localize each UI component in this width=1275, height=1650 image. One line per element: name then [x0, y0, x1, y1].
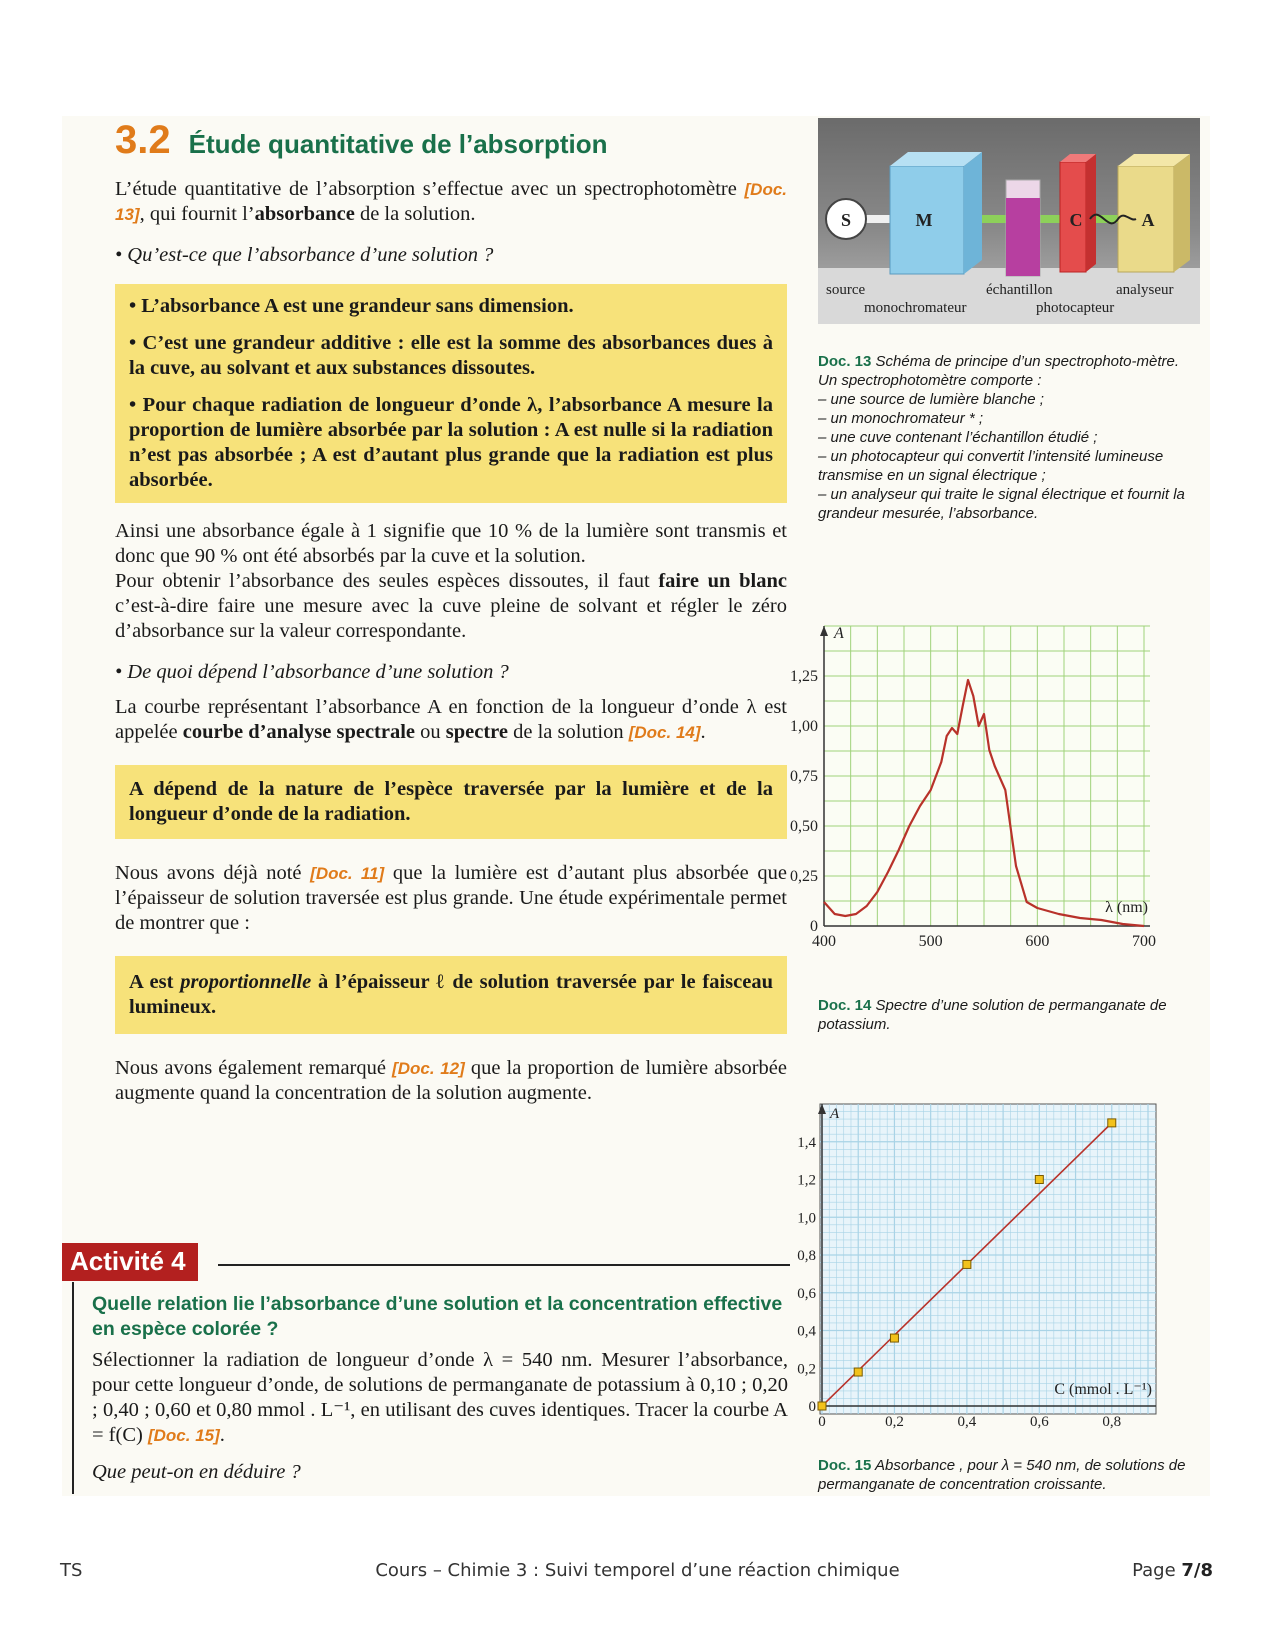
y-tick-label: 0,6 [797, 1285, 816, 1302]
label-S: S [840, 210, 852, 230]
highlight-box-nature [115, 765, 787, 839]
activity-rule [218, 1264, 790, 1266]
activity-final-question: Que peut-on en déduire ? [92, 1461, 301, 1483]
highlight-box-definitions [115, 284, 787, 503]
x-tick-label: 500 [918, 933, 943, 950]
y-tick-label: 1,0 [797, 1210, 816, 1227]
label-echantillon: échantillon [986, 282, 1053, 298]
footer-page: Page 7/8 [1132, 1560, 1213, 1581]
doc13-caption [818, 352, 1198, 523]
section-heading [115, 118, 787, 163]
data-point [890, 1334, 898, 1342]
label-photocapteur: photocapteur [1036, 300, 1115, 316]
x-tick-label: 0,6 [1029, 1414, 1049, 1430]
activity-body [92, 1292, 788, 1485]
x-tick-label: 600 [1025, 933, 1050, 950]
activity-side-rule [72, 1282, 74, 1494]
y-tick-label: 0,75 [790, 768, 818, 785]
doc13-caption-line: – une cuve contenant l’échantillon étudié ; [818, 429, 1098, 446]
x-tick-label: 0,8 [1102, 1414, 1122, 1430]
spectrum-chart [790, 620, 1158, 990]
label-C: C [1069, 210, 1083, 230]
doc13-caption-line: – un monochromateur * ; [818, 410, 984, 427]
sample-solution [1006, 198, 1040, 276]
doc14-caption: Doc. 14 Spectre d’une solution de permanganate de potassium. [818, 997, 1167, 1033]
label-M: M [915, 210, 933, 230]
section-number: 3.2 [115, 118, 171, 162]
label-monochromateur: monochromateur [864, 300, 967, 316]
label-analyseur: analyseur [1116, 282, 1174, 298]
doc15-link[interactable]: [Doc. 15] [147, 1426, 220, 1445]
doc13-caption-line: – un photocapteur qui convertit l’intensité lumineuse transmise en un signal électrique ; [818, 448, 1164, 484]
y-tick-label: 0,8 [797, 1248, 816, 1264]
y-tick-label: 0,4 [797, 1323, 816, 1340]
activity-instructions: Sélectionner la radiation de longueur d’onde λ = 540 nm. Mesurer l’absorbance, pour cette longueur d’onde, de solutions de permanganate de potassium à 0,10 ; 0,20 ; 0,40 ; 0,60 et 0,80 mmol . L⁻¹, en utilisant des cuves identiques. Tracer la courbe A = f(C) [Doc. 15]. [92, 1349, 788, 1446]
question-dependency: • De quoi dépend l’absorbance d’une solution ? [115, 661, 509, 683]
label-A: A [1141, 210, 1155, 230]
x-axis-label: λ (nm) [1105, 899, 1148, 916]
doc13-caption-line: – une source de lumière blanche ; [818, 391, 1044, 408]
activity-tab: Activité 4 [62, 1243, 198, 1281]
x-tick-label: 0,2 [885, 1414, 904, 1430]
analyseur-side [1174, 154, 1190, 272]
doc13-caption-line: Un spectrophotomètre comporte : [818, 372, 1042, 389]
label-source: source [826, 282, 866, 298]
footer-left: TS [60, 1560, 83, 1581]
y-tick-label: 1,00 [790, 718, 818, 735]
y-axis-label: A [834, 625, 844, 642]
doc12-link[interactable]: [Doc. 12] [392, 1059, 465, 1078]
highlight-box-proportional [115, 956, 787, 1034]
doc13-caption-line: – un analyseur qui traite le signal électrique et fournit la grandeur mesurée, l’absorbance. [818, 486, 1185, 522]
highlight-text: A est proportionnelle à l’épaisseur ℓ de solution traversée par le faisceau lumineux. [129, 971, 773, 1018]
plot-area [820, 1104, 1156, 1414]
y-tick-label: 0 [810, 918, 818, 935]
doc13-link[interactable]: [Doc. 13] [115, 180, 787, 224]
doc11-link[interactable]: [Doc. 11] [310, 864, 385, 883]
section-title: Étude quantitative de l’absorption [188, 129, 608, 159]
main-text-column [115, 118, 787, 1106]
data-point [963, 1260, 971, 1268]
paragraph-spectrum: La courbe représentant l’absorbance A en fonction de la longueur d’onde λ est appelée courbe d’analyse spectrale ou spectre de la solution [Doc. 14]. [115, 696, 787, 743]
highlight-text: A dépend de la nature de l’espèce traversée par la lumière et de la longueur d’onde de la radiation. [129, 778, 773, 825]
doc15-caption: Doc. 15 Absorbance , pour λ = 540 nm, de solutions de permanganate de concentration croissante. [818, 1457, 1186, 1493]
question-absorbance: • Qu’est-ce que l’absorbance d’une solution ? [115, 244, 494, 266]
monochromator-side [964, 152, 982, 274]
x-tick-label: 400 [812, 933, 836, 950]
definition-item: • Pour chaque radiation de longueur d’onde λ, l’absorbance A mesure la proportion de lumière absorbée par la solution : A est nulle si la radiation n’est pas absorbée ; A est d’autant plus grande que la radiation est plus absorbée. [129, 394, 773, 491]
absorbance-concentration-chart [797, 1100, 1160, 1450]
paragraph-thickness: Nous avons déjà noté [Doc. 11] que la lumière est d’autant plus absorbée que l’épaisseur de solution traversée est plus grande. Une étude expérimentale permet de montrer que : [115, 862, 787, 934]
x-tick-label: 700 [1132, 933, 1156, 950]
x-axis-label: C (mmol . L⁻¹) [1054, 1381, 1152, 1398]
data-point [1108, 1119, 1116, 1127]
activity-question: Quelle relation lie l’absorbance d’une solution et la concentration effective en espèce colorée ? [92, 1293, 783, 1340]
y-tick-label: 1,2 [797, 1172, 816, 1189]
paragraph-blank: Pour obtenir l’absorbance des seules espèces dissoutes, il faut faire un blanc c’est-à-dire faire une mesure avec la cuve pleine de solvant et régler le zéro d’absorbance sur la valeur correspondante. [115, 570, 787, 642]
data-point [1035, 1176, 1043, 1184]
y-tick-label: 0,50 [790, 818, 818, 835]
data-point [818, 1402, 826, 1410]
paragraph-absorbance-one: Ainsi une absorbance égale à 1 signifie que 10 % de la lumière sont transmis et donc que 90 % ont été absorbés par la cuve et la solution. [115, 520, 787, 567]
y-tick-label: 0,25 [790, 868, 818, 885]
definition-item: • L’absorbance A est une grandeur sans dimension. [129, 295, 574, 317]
y-tick-label: 1,25 [790, 668, 818, 685]
data-point [854, 1368, 862, 1376]
y-axis-label: A [830, 1106, 840, 1122]
photocapteur-side [1086, 154, 1096, 272]
y-tick-label: 0,2 [797, 1361, 816, 1378]
doc14-link[interactable]: [Doc. 14] [628, 723, 701, 742]
spectrophotometer-diagram [818, 118, 1200, 324]
paragraph-concentration: Nous avons également remarqué [Doc. 12] que la proportion de lumière absorbée augmente quand la concentration de la solution augmente. [115, 1057, 787, 1104]
definition-item: • C’est une grandeur additive : elle est la somme des absorbances dues à la cuve, au solvant et aux substances dissoutes. [129, 332, 773, 379]
y-tick-label: 0 [808, 1399, 816, 1415]
intro-paragraph: L’étude quantitative de l’absorption s’effectue avec un spectrophotomètre [Doc. 13], qui fournit l’absorbance de la solution. [115, 178, 787, 225]
x-tick-label: 0 [818, 1414, 826, 1430]
doc13-caption-title: Doc. 13 Schéma de principe d’un spectrophoto-mètre. [818, 353, 1180, 370]
x-tick-label: 0,4 [957, 1414, 977, 1430]
y-tick-label: 1,4 [797, 1134, 816, 1151]
footer-center: Cours – Chimie 3 : Suivi temporel d’une réaction chimique [375, 1560, 900, 1581]
